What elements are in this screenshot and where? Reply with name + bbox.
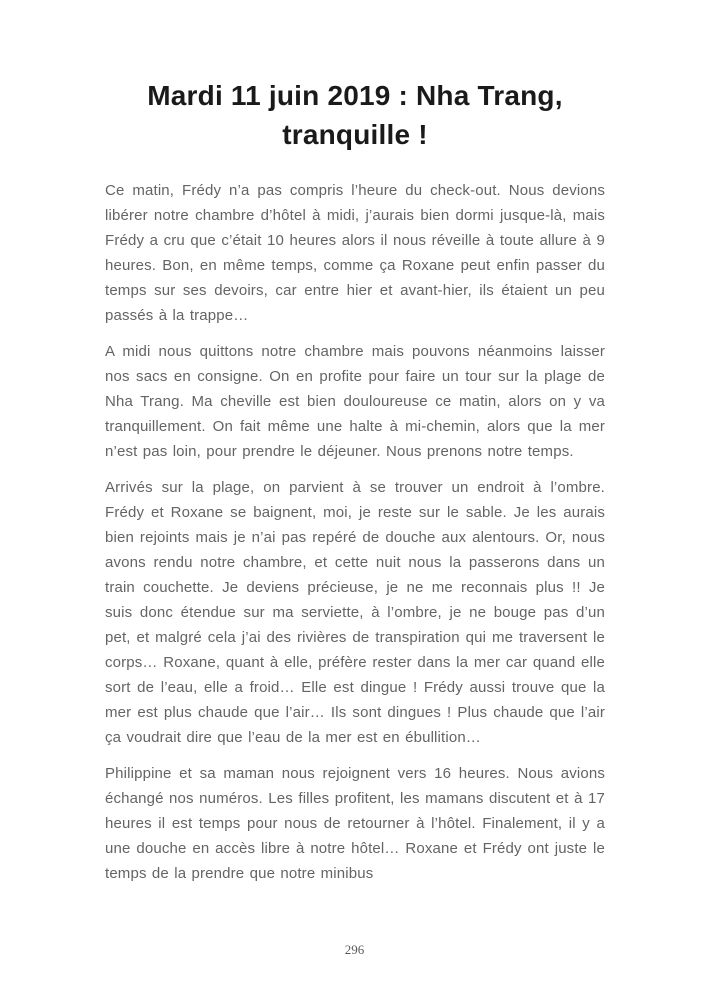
paragraph: A midi nous quittons notre chambre mais pouvons néanmoins laisser nos sacs en consigne. On en profite pour faire un tour sur la plage de Nha Trang. Ma cheville est bien douloureuse ce matin, alors on y va tranquillement. On fait même une halte à mi-chemin, alors que la mer n’est pas loin, pour prendre le déjeuner. Nous prenons notre temps.	[105, 343, 605, 461]
page-title: Mardi 11 juin 2019 : Nha Trang, tranquille !	[147, 80, 563, 151]
paragraph: Arrivés sur la plage, on parvient à se trouver un endroit à l’ombre. Frédy et Roxane se baignent, moi, je reste sur le sable. Je les aurais bien rejoints mais je n’ai pas repéré de douche aux alentours. Or, nous avons rendu notre chambre, et cette nuit nous la passerons dans un train couchette. Je deviens précieuse, je ne me reconnais plus !! Je suis donc étendue sur ma serviette, à l’ombre, je ne bouge pas d’un pet, et malgré cela j’ai des rivières de transpiration qui me traversent le corps… Roxane, quant à elle, préfère rester dans la mer car quand elle sort de l’eau, elle a froid… Elle est dingue ! Frédy aussi trouve que la mer est plus chaude que l’air… Ils sont dingues ! Plus chaude que l’air ça voudrait dire que l’eau de la mer est en ébullition…	[105, 479, 605, 747]
article-body	[105, 178, 605, 886]
page-number: 296	[344, 942, 365, 957]
paragraph: Ce matin, Frédy n’a pas compris l’heure du check-out. Nous devions libérer notre chambre d’hôtel à midi, j’aurais bien dormi jusque-là, mais Frédy a cru que c’était 10 heures alors il nous réveille à toute allure à 9 heures. Bon, en même temps, comme ça Roxane peut enfin passer du temps sur ses devoirs, car entre hier et avant-hier, ils étaient un peu passés à la trappe…	[105, 182, 605, 325]
paragraph: Philippine et sa maman nous rejoignent vers 16 heures. Nous avions échangé nos numéros. Les filles profitent, les mamans discutent et à 17 heures il est temps pour nous de retourner à l’hôtel. Finalement, il y a une douche en accès libre à notre hôtel… Roxane et Frédy ont juste le temps de la prendre que notre minibus	[105, 765, 605, 883]
